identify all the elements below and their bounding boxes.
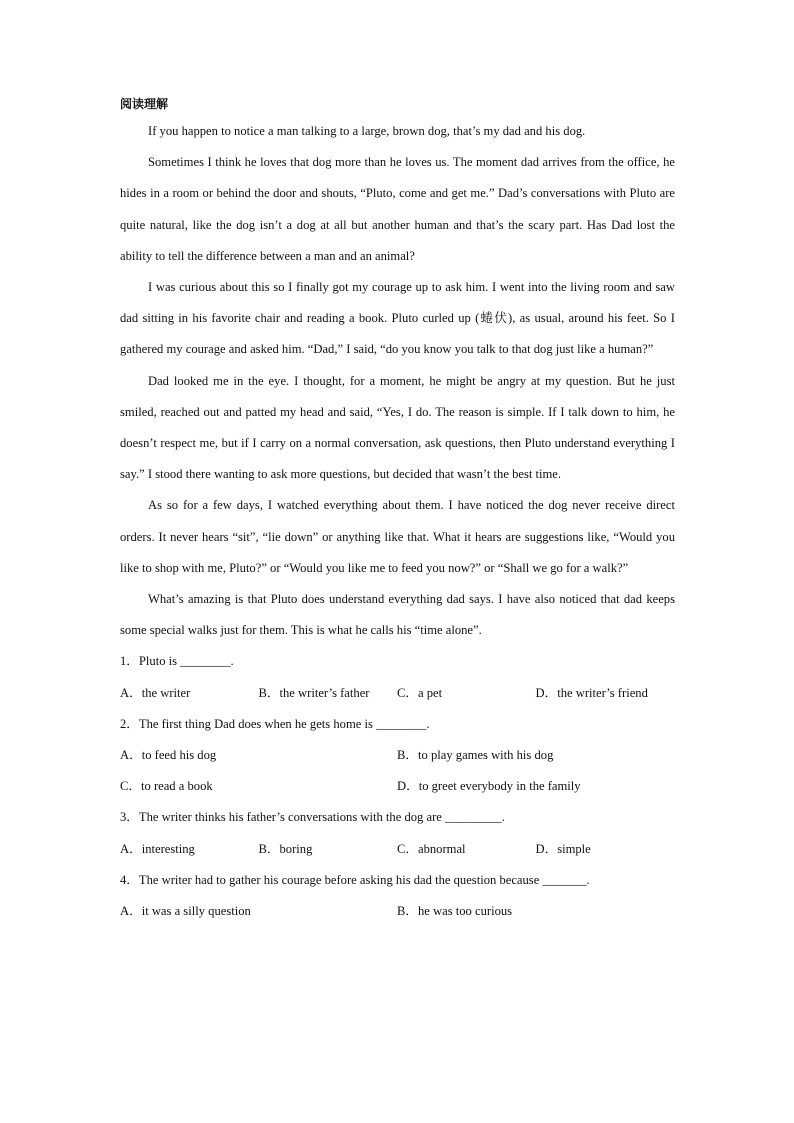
option: C．to read a book [120,779,213,794]
passage-paragraph: As so for a few days, I watched everything about them. I have noticed the dog never receive direct orders. It never hears “sit”, “lie down” or anything like that. What it hears are suggestions like, “Would you like to shop with me, Pluto?” or “Would you like me to feed you now?” or “Shall we go for a walk?” [120,498,675,575]
question-options [120,834,675,865]
passage-paragraph: Dad looked me in the eye. I thought, for a moment, he might be angry at my question. But he just smiled, reached out and patted my head and said, “Yes, I do. The reason is simple. If I talk down to him, he doesn’t respect me, but if I carry on a normal conversation, ask questions, then Pluto understand everything I say.” I stood there wanting to ask more questions, but decided that wasn’t the best time. [120,373,675,482]
passage-paragraph: Sometimes I think he loves that dog more than he loves us. The moment dad arrives from the office, he hides in a room or behind the door and shouts, “Pluto, come and get me.” Dad’s conversations with Pluto are quite natural, like the dog isn’t a dog at all but another human and that’s the scary part. Has Dad lost the ability to tell the difference between a man and an animal? [120,155,675,263]
document-content [120,94,675,927]
question-options [120,678,675,709]
passage-paragraph: If you happen to notice a man talking to a large, brown dog, that’s my dad and his dog. [148,124,586,138]
option: D．simple [535,841,591,856]
passage-paragraph: What’s amazing is that Pluto does understand everything dad says. I have also noticed that dad keeps some special walks just for them. This is what he calls his “time alone”. [120,592,675,638]
question-stem: 2．The first thing Dad does when he gets home is ________. [120,716,430,731]
question-stem: 4．The writer had to gather his courage before asking his dad the question because _______. [120,872,590,887]
passage-paragraph: I was curious about this so I finally got my courage up to ask him. I went into the living room and saw dad sitting in his favorite chair and reading a book. Pluto curled up (蜷伏), as usual, around his feet. So I gathered my courage and asked him. “Dad,” I said, “do you know you talk to that dog just like a human?” [120,280,675,357]
option: B．the writer’s father [258,685,370,700]
option: A．to feed his dog [120,748,217,763]
question-options [120,896,675,927]
option: D．to greet everybody in the family [397,779,581,794]
option: C．abnormal [397,841,466,856]
option: D．the writer’s friend [535,685,648,700]
question-stem: 3．The writer thinks his father’s conversations with the dog are _________. [120,810,505,825]
option: C．a pet [397,685,443,700]
section-heading: 阅读理解 [120,97,169,111]
option: A．the writer [120,685,191,700]
option: A．it was a silly question [120,904,251,919]
question-options [120,740,675,771]
question-options [120,771,675,802]
option: A．interesting [120,841,195,856]
option: B．boring [258,841,313,856]
option: B．to play games with his dog [397,748,554,763]
option: B．he was too curious [397,904,513,919]
question-stem: 1．Pluto is ________. [120,654,234,669]
